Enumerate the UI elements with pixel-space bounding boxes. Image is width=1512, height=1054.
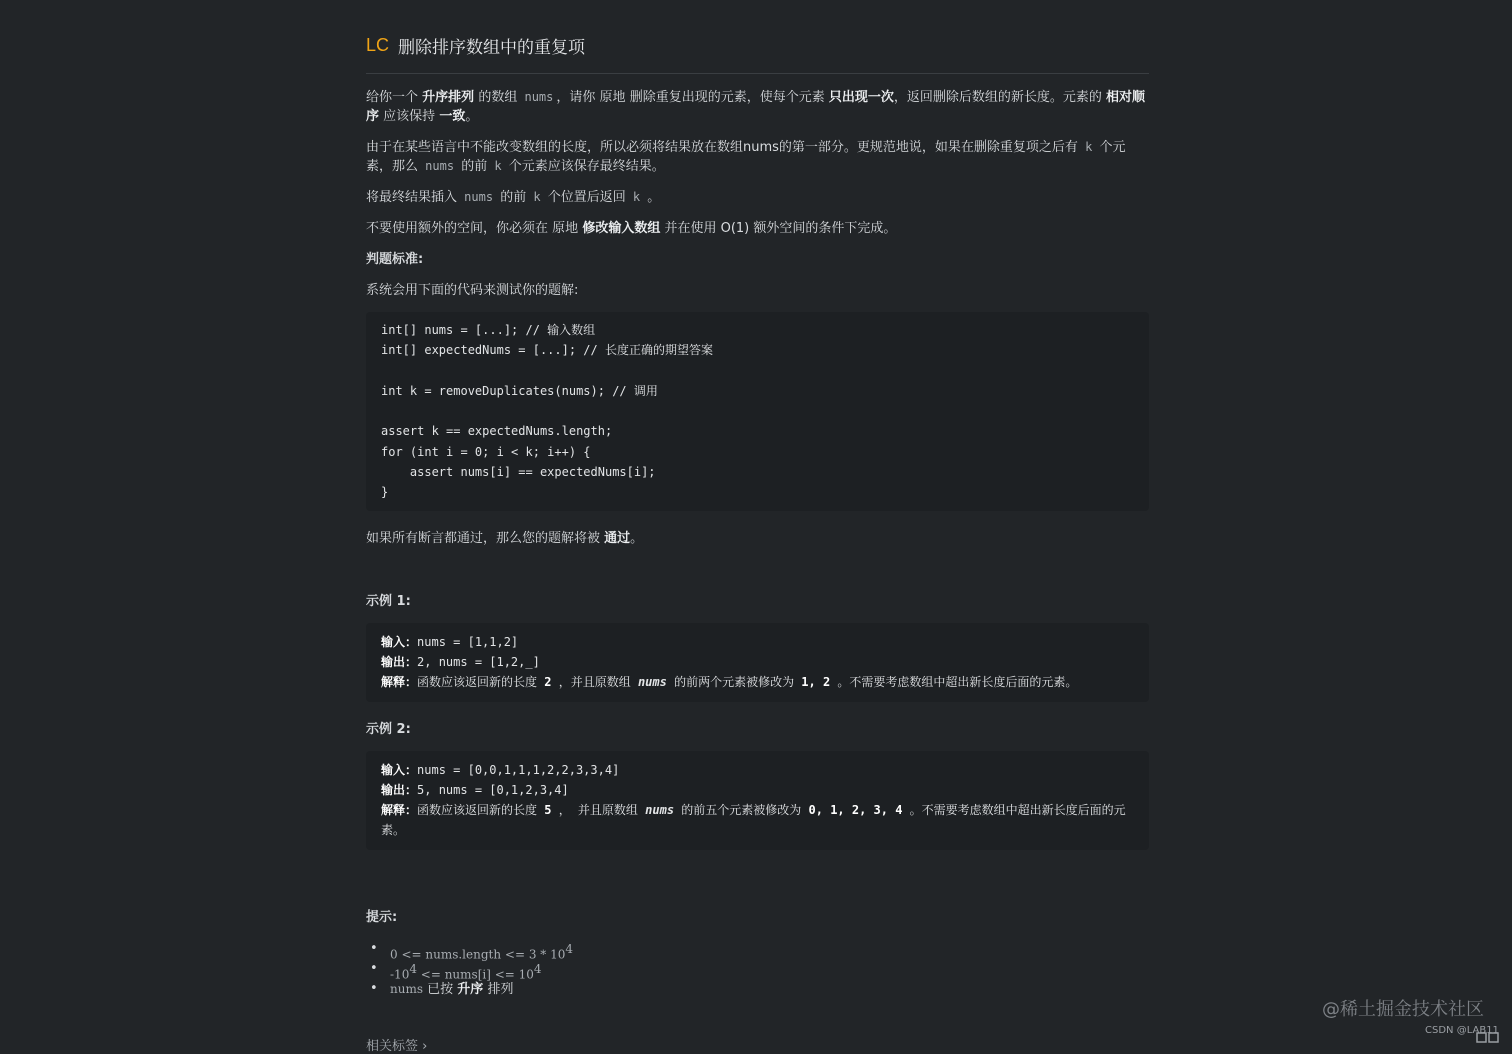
example-1-input: 输入：nums = [1,1,2] [381, 634, 519, 649]
related-tags-toggle[interactable]: 相关标签 › [366, 1039, 428, 1054]
judge-heading: 判题标准: [366, 252, 424, 267]
code-line: int k = removeDuplicates(nums); // 调用 [381, 383, 658, 398]
example-1-explanation: 解释：函数应该返回新的长度 2 ，并且原数组 nums 的前两个元素被修改为 1, 2 。不需要考虑数组中超出新长度后面的元素。 [381, 675, 1078, 690]
code-line [381, 361, 1134, 381]
code-line [381, 401, 1134, 421]
code-line: } [381, 485, 389, 500]
header-divider [366, 73, 1149, 74]
example-1-heading: 示例 1: [366, 593, 411, 609]
hints-list [366, 939, 1149, 999]
juejin-watermark: @稀土掘金技术社区 [1322, 999, 1484, 1020]
example-2-heading: 示例 2: [366, 721, 411, 737]
pass-statement: 如果所有断言都通过，那么您的题解将被 通过。 [366, 530, 644, 546]
code-line: assert k == expectedNums.length; [381, 424, 613, 439]
grid-corner-icon [1476, 1031, 1500, 1045]
hints-heading: 提示: [366, 909, 398, 925]
judge-text: 系统会用下面的代码来测试你的题解: [366, 283, 579, 298]
chevron-down-icon: › [422, 1039, 428, 1054]
description-paragraph-2: 由于在某些语言中不能改变数组的长度，所以必须将结果放在数组nums的第一部分。更规范地说，如果在删除重复项之后有 k 个元素，那么 nums 的前 k 个元素应该保存最终结果。 [366, 140, 1126, 174]
hint-item: • $-10^4$ <= nums[i] <= $10^4$ [390, 959, 1149, 979]
code-line: for (int i = 0; i < k; i++) { [381, 444, 591, 459]
example-2-output: 输出：5, nums = [0,1,2,3,4] [381, 782, 569, 797]
description-paragraph-1: 给你一个 升序排列 的数组 nums ，请你 原地 删除重复出现的元素，使每个元素 只出现一次，返回删除后数组的新长度。元素的 相对顺序 应该保持 一致。 [366, 90, 1146, 124]
code-line: int[] nums = [...]; // 输入数组 [381, 323, 596, 337]
problem-panel [366, 30, 1149, 999]
example-2-explanation: 解释：函数应该返回新的长度 5 ， 并且原数组 nums 的前五个元素被修改为 0, 1, 2, 3, 4 。不需要考虑数组中超出新长度后面的元素。 [381, 803, 1126, 838]
hint-item: • nums 已按 升序 排列 [390, 979, 1149, 999]
problem-title: 删除排序数组中的重复项 [398, 37, 586, 58]
description-paragraph-4: 不要使用额外的空间，你必须在 原地 修改输入数组 并在使用 O(1) 额外空间的条件下完成。 [366, 221, 897, 236]
code-line: assert nums[i] == expectedNums[i]; [381, 465, 656, 480]
csdn-watermark: CSDN @LAB11 [1425, 1025, 1499, 1036]
example-1-output: 输出：2, nums = [1,2,_] [381, 654, 540, 669]
judge-code-block [366, 312, 1149, 511]
hint-item: • 0 <= nums.length <= $3 * 10^4$ [390, 939, 1149, 959]
leetcode-logo-icon: LC [366, 34, 390, 55]
problem-header [366, 30, 1149, 60]
code-line: int[] expectedNums = [...]; // 长度正确的期望答案 [381, 343, 713, 358]
example-2-block [366, 751, 1149, 850]
example-1-block [366, 623, 1149, 702]
example-2-input: 输入：nums = [0,0,1,1,1,2,2,3,3,4] [381, 762, 620, 777]
description-paragraph-3: 将最终结果插入 nums 的前 k 个位置后返回 k 。 [366, 190, 661, 205]
